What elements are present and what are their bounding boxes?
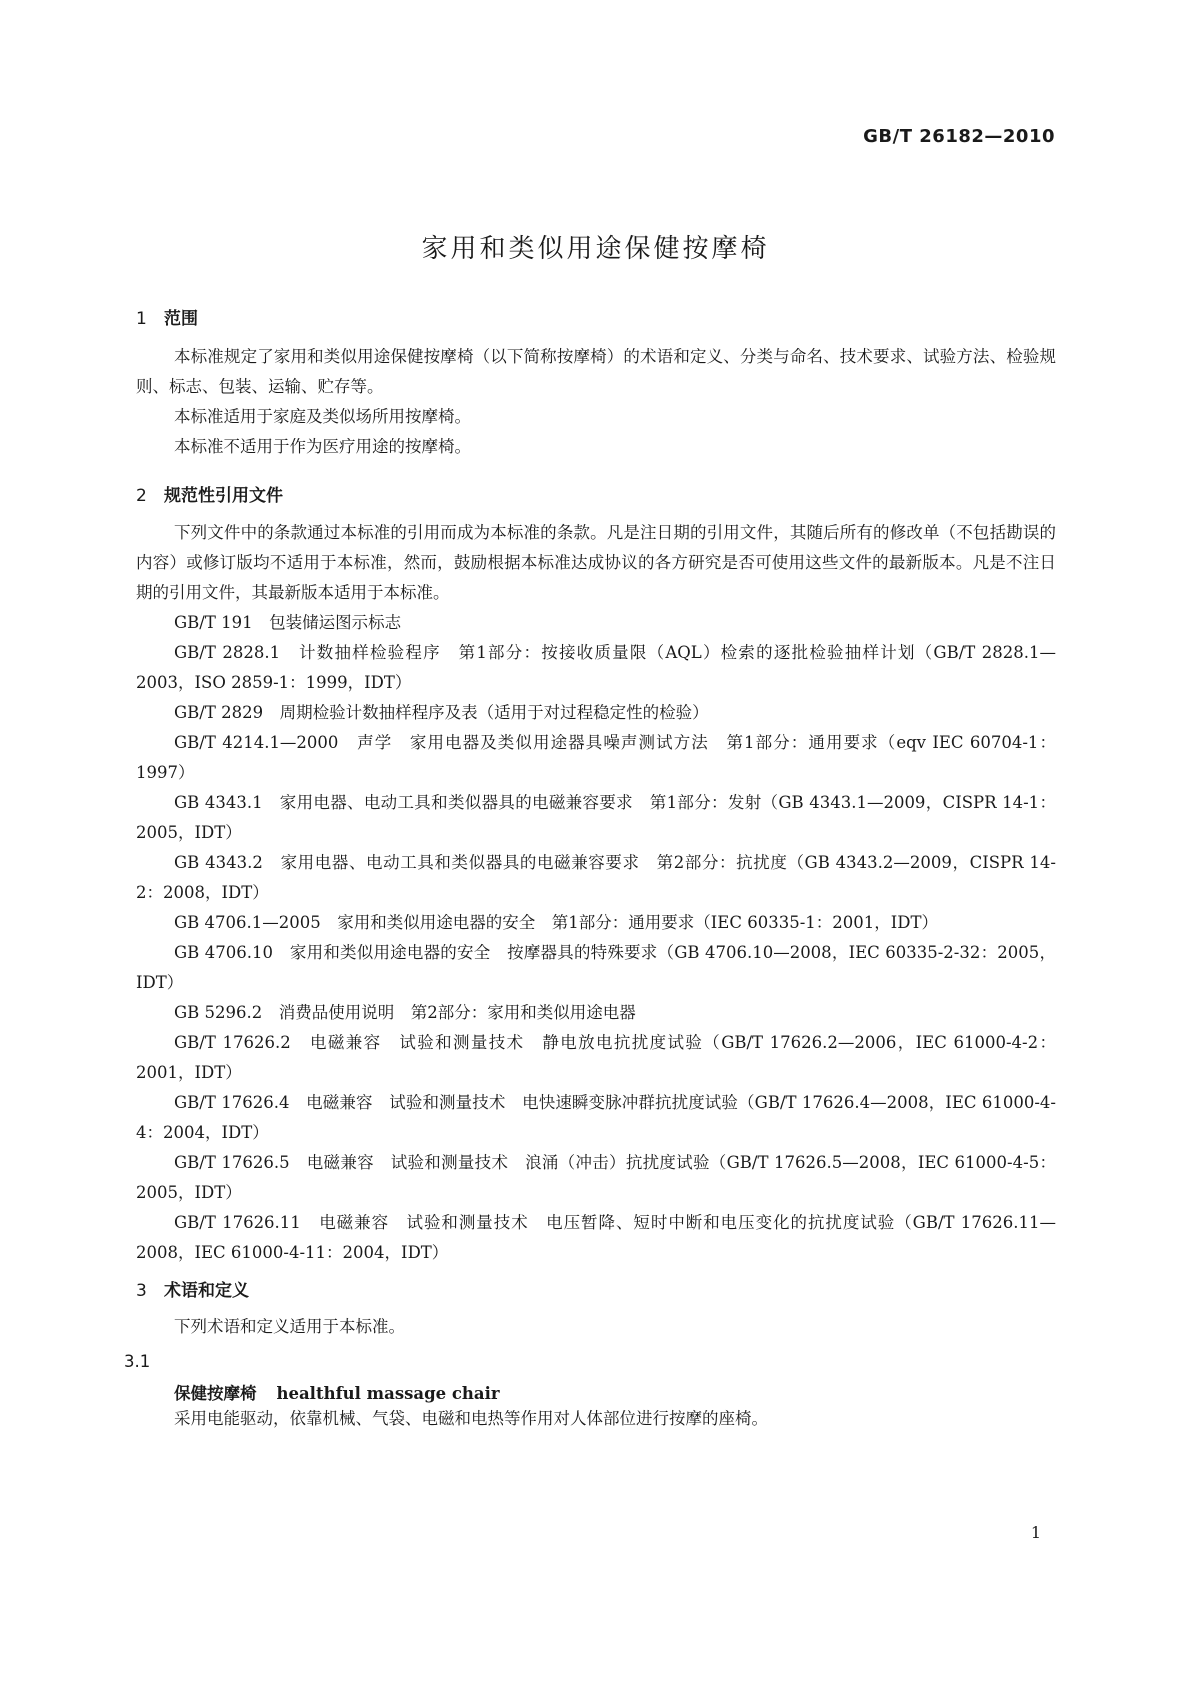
- section-title: 规范性引用文件: [164, 486, 283, 506]
- reference-item: GB/T 17626.2 电磁兼容 试验和测量技术 静电放电抗扰度试验（GB/T 17626.2—2006，IEC 61000-4-2：2001，IDT）: [136, 1033, 1056, 1082]
- paragraph: 本标准规定了家用和类似用途保健按摩椅（以下简称按摩椅）的术语和定义、分类与命名、技术要求、试验方法、检验规则、标志、包装、运输、贮存等。: [136, 347, 1056, 396]
- reference-item: GB 4343.2 家用电器、电动工具和类似器具的电磁兼容要求 第2部分：抗扰度（GB 4343.2—2009，CISPR 14-2：2008，IDT）: [136, 853, 1056, 902]
- reference-item: GB 4706.10 家用和类似用途电器的安全 按摩器具的特殊要求（GB 4706.10—2008，IEC 60335-2-32：2005，IDT）: [136, 943, 1056, 992]
- section-number: 1: [136, 309, 147, 329]
- reference-item: GB/T 17626.11 电磁兼容 试验和测量技术 电压暂降、短时中断和电压变化的抗扰度试验（GB/T 17626.11—2008，IEC 61000-4-11：2004，IDT）: [136, 1213, 1056, 1262]
- paragraph: 下列术语和定义适用于本标准。: [174, 1317, 405, 1336]
- reference-item: GB 5296.2 消费品使用说明 第2部分：家用和类似用途电器: [174, 1003, 636, 1022]
- term-english: healthful massage chair: [276, 1384, 500, 1403]
- subsection-number: 3.1: [124, 1352, 151, 1371]
- paragraph: 本标准不适用于作为医疗用途的按摩椅。: [174, 437, 471, 456]
- section-title: 范围: [164, 309, 198, 329]
- section-2-heading: [136, 481, 283, 506]
- term-definition: 采用电能驱动，依靠机械、气袋、电磁和电热等作用对人体部位进行按摩的座椅。: [174, 1409, 768, 1428]
- section-title: 术语和定义: [164, 1281, 249, 1301]
- reference-item: GB/T 17626.4 电磁兼容 试验和测量技术 电快速瞬变脉冲群抗扰度试验（GB/T 17626.4—2008，IEC 61000-4-4：2004，IDT）: [136, 1093, 1056, 1142]
- reference-item: GB/T 4214.1—2000 声学 家用电器及类似用途器具噪声测试方法 第1部分：通用要求（eqv IEC 60704-1：1997）: [136, 733, 1056, 782]
- section-1-heading: [136, 304, 198, 329]
- reference-item: GB/T 17626.5 电磁兼容 试验和测量技术 浪涌（冲击）抗扰度试验（GB/T 17626.5—2008，IEC 61000-4-5：2005，IDT）: [136, 1153, 1056, 1202]
- standard-code: GB/T 26182—2010: [863, 126, 1055, 147]
- term-heading: [174, 1380, 500, 1404]
- reference-item: GB 4706.1—2005 家用和类似用途电器的安全 第1部分：通用要求（IEC 60335-1：2001，IDT）: [174, 913, 939, 932]
- reference-item: GB/T 191 包装储运图示标志: [174, 613, 402, 632]
- reference-item: GB/T 2829 周期检验计数抽样程序及表（适用于对过程稳定性的检验）: [174, 703, 709, 722]
- paragraph: 下列文件中的条款通过本标准的引用而成为本标准的条款。凡是注日期的引用文件，其随后所有的修改单（不包括勘误的内容）或修订版均不适用于本标准，然而，鼓励根据本标准达成协议的各方研究是否可使用这些文件的最新版本。凡是不注日期的引用文件，其最新版本适用于本标准。: [136, 523, 1056, 602]
- page-number: 1: [1030, 1523, 1041, 1542]
- section-3-heading: [136, 1276, 249, 1301]
- paragraph: 本标准适用于家庭及类似场所用按摩椅。: [174, 407, 471, 426]
- section-number: 3: [136, 1281, 147, 1301]
- section-number: 2: [136, 486, 147, 506]
- reference-item: GB/T 2828.1 计数抽样检验程序 第1部分：按接收质量限（AQL）检索的逐批检验抽样计划（GB/T 2828.1—2003，ISO 2859-1：1999，IDT）: [136, 643, 1056, 692]
- term-chinese: 保健按摩椅: [174, 1384, 257, 1403]
- document-title: 家用和类似用途保健按摩椅: [421, 234, 770, 264]
- reference-item: GB 4343.1 家用电器、电动工具和类似器具的电磁兼容要求 第1部分：发射（GB 4343.1—2009，CISPR 14-1：2005，IDT）: [136, 793, 1056, 842]
